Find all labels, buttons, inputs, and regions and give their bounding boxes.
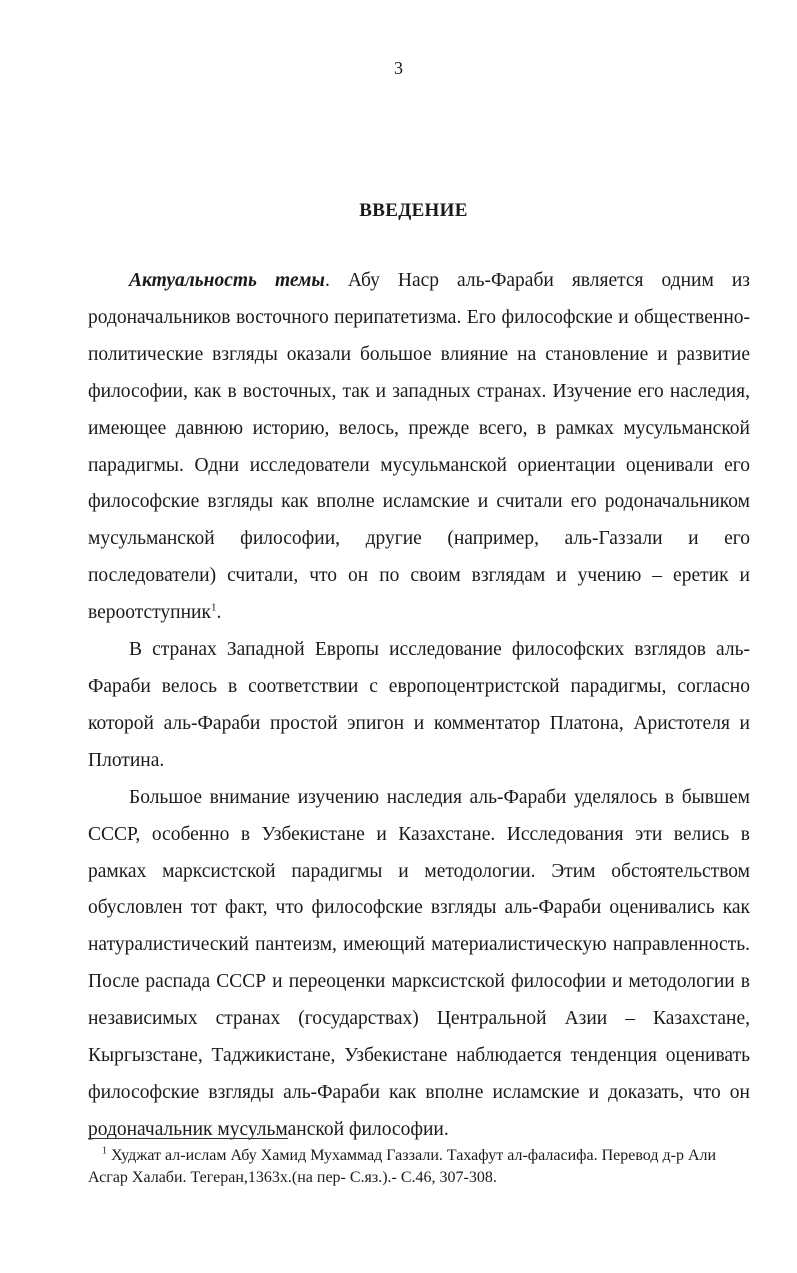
paragraph-ussr: Большое внимание изучению наследия аль-Фараби уделялось в бывшем СССР, особенно в Узбекистане и Казахстане. Исследования эти велись в рамках марксистской парадигмы и методологии. Этим обстоятельством обусловлен тот факт, что философские взгляды аль-Фараби оценивались как натуралистический пантеизм, имеющий материалистическую направленность. После распада СССР и переоценки марксистской философии и методологии в независимых странах (государствах) Центральной Азии – Казахстане, Кыргызстане, Таджикистане, Узбекистане наблюдается тенденция оценивать философские взгляды аль-Фараби как вполне исламские и доказать, что он родоначальник мусульманской философии. [88,786,750,1140]
body-text [88,263,750,1149]
footnote-marker: 1 [102,1145,107,1157]
footnote-divider [88,1138,288,1139]
section-heading: ВВЕДЕНИЕ [359,200,468,221]
footnote-reference[interactable]: 1 [210,601,217,614]
footnote-text: Худжат ал-ислам Абу Хамид Мухаммад Газзали. Тахафут ал-фаласифа. Перевод д-р Али Асгар Халаби. Тегеран,1363х.(на пер- С.яз.).- С.46, 307-308. [88,1147,717,1186]
page-number: 3 [394,58,403,78]
footnote [88,1145,750,1189]
paragraph-relevance [88,263,750,632]
paragraph-western-europe: В странах Западной Европы исследование философских взглядов аль-Фараби велось в соответствии с европоцентристской парадигмы, согласно которой аль-Фараби простой эпигон и комментатор Платона, Аристотеля и Плотина. [88,639,750,771]
paragraph-tail: . [216,602,222,624]
paragraph-text: . Абу Наср аль-Фараби является одним из родоначальников восточного перипатетизма. Его философские и общественно-политические взгляды оказали большое влияние на становление и развитие философии, как в восточных, так и западных странах. Изучение его наследия, имеющее давнюю историю, велось, прежде всего, в рамках мусульманской парадигмы. Одни исследователи мусульманской ориентации оценивали его философские взгляды как вполне исламские и считали его родоначальником мусульманской философии, другие (например, аль-Газзали и его последователи) считали, что он по своим взглядам и учению – еретик и вероотступник [88,270,750,624]
lead-term: Актуальность темы [129,270,325,291]
